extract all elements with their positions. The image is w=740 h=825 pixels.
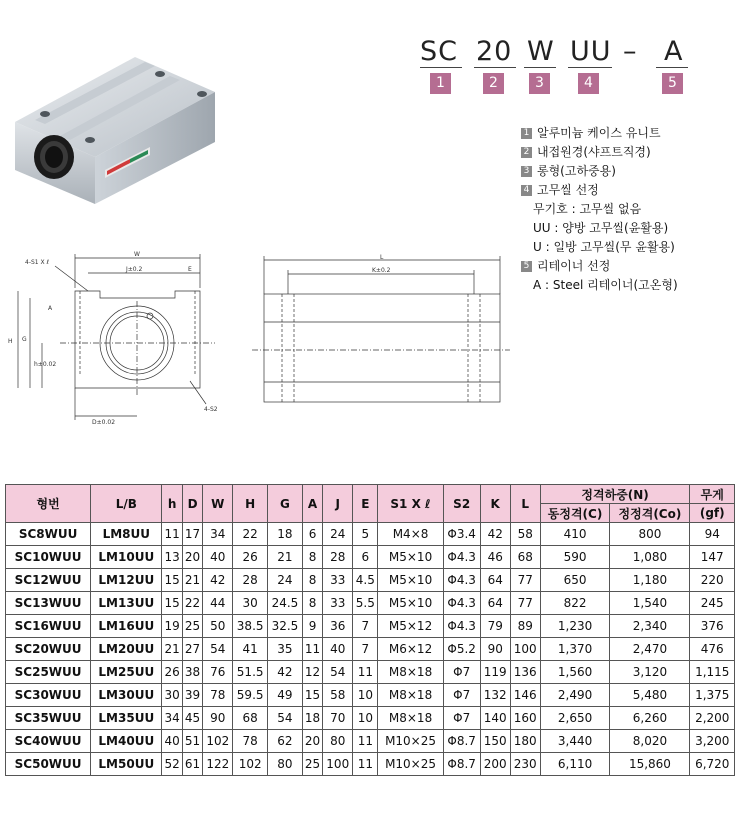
legend-text: A : Steel 리테이너(고온형) [533,278,678,292]
table-cell: 77 [510,569,540,592]
table-cell: 40 [323,638,353,661]
table-cell: M8×18 [378,661,443,684]
dim-j: J±0.2 [126,266,143,273]
table-cell: M5×10 [378,569,443,592]
table-cell: 54 [268,707,303,730]
col-dynamic-load: 동정격(C) [540,504,610,523]
table-cell: 100 [323,753,353,776]
legend-number: 2 [521,147,532,158]
table-cell: 38 [182,661,202,684]
table-row [6,592,735,615]
table-cell: 2,340 [610,615,690,638]
table-cell: 26 [233,546,268,569]
table-cell: 30 [233,592,268,615]
table-cell: 11 [162,523,182,546]
table-cell: 6,110 [540,753,610,776]
table-cell: SC8WUU [6,523,91,546]
table-cell: LM13UU [91,592,162,615]
table-cell: 78 [203,684,233,707]
table-cell: SC20WUU [6,638,91,661]
table-cell: 200 [480,753,510,776]
table-cell: 147 [690,546,735,569]
dim-g: G [22,336,27,343]
legend-item [521,181,678,200]
table-cell: 80 [323,730,353,753]
table-cell: Φ4.3 [443,615,480,638]
table-cell: 102 [203,730,233,753]
table-cell: 11 [353,661,378,684]
table-cell: 5,480 [610,684,690,707]
table-cell: LM20UU [91,638,162,661]
code-underline [524,67,556,68]
dim-e: E [188,266,192,273]
table-cell: 7 [353,638,378,661]
front-view-drawing [0,246,240,436]
table-cell: 8 [302,569,322,592]
table-cell: 54 [323,661,353,684]
table-cell: 3,120 [610,661,690,684]
table-cell: 1,375 [690,684,735,707]
legend-text: 고무씰 선정 [537,183,599,197]
table-cell: LM8UU [91,523,162,546]
table-cell: 1,080 [610,546,690,569]
table-row [6,523,735,546]
table-cell: 51.5 [233,661,268,684]
dim-k: K±0.2 [372,267,391,274]
code-box-4: 4 [578,73,599,94]
table-cell: 24 [323,523,353,546]
table-cell: 800 [610,523,690,546]
code-box-1: 1 [430,73,451,94]
table-cell: 49 [268,684,303,707]
table-row [6,638,735,661]
spec-table [5,484,735,776]
table-cell: 24.5 [268,592,303,615]
legend-item [521,257,678,276]
table-cell: 230 [510,753,540,776]
legend-subitem [521,238,678,257]
code-series: SC [420,36,458,67]
table-cell: 64 [480,569,510,592]
legend-text: 내접원경(샤프트직경) [537,145,651,159]
product-photo [10,52,220,207]
table-cell: LM12UU [91,569,162,592]
table-cell: 38.5 [233,615,268,638]
col-lb: L/B [91,485,162,523]
col-weight-unit: (gf) [690,504,735,523]
table-cell: Φ7 [443,661,480,684]
table-cell: 1,370 [540,638,610,661]
table-cell: 12 [302,661,322,684]
dim-d: D±0.02 [92,419,116,426]
table-body [6,523,735,776]
legend-number: 1 [521,128,532,139]
table-cell: 6,260 [610,707,690,730]
legend-item [521,124,678,143]
legend-number: 3 [521,166,532,177]
dim-s1: 4-S1 X ℓ [25,259,50,266]
table-cell: 45 [182,707,202,730]
dim-h: H [8,338,13,345]
table-cell: 61 [182,753,202,776]
table-cell: 42 [480,523,510,546]
legend-text: U : 일방 고무씰(무 윤활용) [533,240,675,254]
table-cell: SC13WUU [6,592,91,615]
code-underline [568,67,612,68]
table-cell: 35 [268,638,303,661]
table-cell: 132 [480,684,510,707]
table-cell: 8,020 [610,730,690,753]
table-cell: 822 [540,592,610,615]
table-cell: 39 [182,684,202,707]
col-static-load: 정정격(Co) [610,504,690,523]
table-cell: 8 [302,546,322,569]
table-cell: 15 [162,592,182,615]
table-cell: 1,230 [540,615,610,638]
table-cell: 2,650 [540,707,610,730]
table-cell: 245 [690,592,735,615]
legend-subitem [521,200,678,219]
table-row [6,546,735,569]
table-cell: 58 [510,523,540,546]
table-cell: 650 [540,569,610,592]
table-cell: 40 [162,730,182,753]
legend-text: UU : 양방 고무씰(윤활용) [533,221,669,235]
table-cell: 15 [162,569,182,592]
table-cell: 50 [203,615,233,638]
table-cell: 376 [690,615,735,638]
table-cell: 25 [182,615,202,638]
table-cell: 119 [480,661,510,684]
table-cell: LM10UU [91,546,162,569]
code-box-5: 5 [662,73,683,94]
table-cell: 18 [302,707,322,730]
table-header-row [6,485,735,504]
table-cell: 6 [353,546,378,569]
table-cell: 89 [510,615,540,638]
table-row [6,753,735,776]
table-cell: 22 [233,523,268,546]
table-cell: 2,200 [690,707,735,730]
table-cell: 160 [510,707,540,730]
table-cell: 52 [162,753,182,776]
table-cell: 77 [510,592,540,615]
legend-text: 알루미늄 케이스 유니트 [537,126,661,140]
table-row [6,661,735,684]
table-cell: LM35UU [91,707,162,730]
table-cell: 34 [203,523,233,546]
table-cell: 21 [182,569,202,592]
col-weight: 무게 [690,485,735,504]
col-k: K [480,485,510,523]
table-cell: Φ4.3 [443,569,480,592]
table-cell: 25 [302,753,322,776]
legend-subitem [521,276,678,295]
code-dash: – [623,36,638,67]
table-cell: 20 [182,546,202,569]
table-cell: SC16WUU [6,615,91,638]
table-cell: 94 [690,523,735,546]
code-underline [474,67,516,68]
table-cell: 64 [480,592,510,615]
table-row [6,569,735,592]
table-cell: LM25UU [91,661,162,684]
table-cell: M5×10 [378,592,443,615]
table-cell: 13 [162,546,182,569]
table-cell: Φ7 [443,684,480,707]
legend-number: 5 [521,261,532,272]
table-cell: 10 [353,684,378,707]
table-cell: 122 [203,753,233,776]
table-cell: Φ3.4 [443,523,480,546]
table-cell: 79 [480,615,510,638]
col-g: G [268,485,303,523]
code-box-3: 3 [529,73,550,94]
table-cell: 7 [353,615,378,638]
table-cell: Φ5.2 [443,638,480,661]
table-cell: 22 [182,592,202,615]
table-cell: 220 [690,569,735,592]
code-underline [656,67,688,68]
table-cell: 3,200 [690,730,735,753]
table-cell: 11 [353,730,378,753]
table-cell: 68 [233,707,268,730]
table-cell: M8×18 [378,684,443,707]
code-type: W [527,36,555,67]
table-cell: 9 [302,615,322,638]
legend-text: 롱형(고하중용) [537,164,616,178]
table-cell: 59.5 [233,684,268,707]
table-row [6,730,735,753]
col-w: W [203,485,233,523]
table-row [6,707,735,730]
table-cell: 180 [510,730,540,753]
col-load-rating: 정격하중(N) [540,485,690,504]
code-seal: UU [570,36,612,67]
col-s1: S1 X ℓ [378,485,443,523]
table-cell: 30 [162,684,182,707]
table-cell: SC40WUU [6,730,91,753]
col-h: H [233,485,268,523]
table-cell: 32.5 [268,615,303,638]
table-cell: 20 [302,730,322,753]
legend-subitem [521,219,678,238]
table-cell: 33 [323,592,353,615]
table-cell: 42 [203,569,233,592]
table-cell: LM16UU [91,615,162,638]
code-retainer: A [664,36,684,67]
col-l: L [510,485,540,523]
table-cell: 80 [268,753,303,776]
table-cell: 100 [510,638,540,661]
table-cell: 10 [353,707,378,730]
code-box-2: 2 [483,73,504,94]
table-cell: 590 [540,546,610,569]
table-cell: 136 [510,661,540,684]
col-a: A [302,485,322,523]
table-cell: 102 [233,753,268,776]
table-cell: 21 [162,638,182,661]
table-cell: M5×10 [378,546,443,569]
table-cell: 1,180 [610,569,690,592]
table-cell: LM50UU [91,753,162,776]
col-j: J [323,485,353,523]
dim-l: L [380,254,384,261]
table-cell: 1,115 [690,661,735,684]
table-cell: 1,560 [540,661,610,684]
table-cell: Φ4.3 [443,546,480,569]
table-cell: 2,470 [610,638,690,661]
table-cell: M6×12 [378,638,443,661]
dim-a: A [48,305,53,312]
table-cell: 36 [323,615,353,638]
table-cell: 62 [268,730,303,753]
table-cell: 146 [510,684,540,707]
table-cell: SC12WUU [6,569,91,592]
table-cell: 42 [268,661,303,684]
table-cell: LM40UU [91,730,162,753]
table-row [6,684,735,707]
col-model: 형번 [6,485,91,523]
table-cell: 51 [182,730,202,753]
table-cell: 44 [203,592,233,615]
dim-w: W [134,251,140,258]
table-cell: SC10WUU [6,546,91,569]
side-view-drawing [252,252,512,412]
table-cell: 40 [203,546,233,569]
table-cell: M4×8 [378,523,443,546]
legend-item [521,143,678,162]
table-row [6,615,735,638]
table-cell: 17 [182,523,202,546]
table-cell: M10×25 [378,730,443,753]
table-cell: 410 [540,523,610,546]
table-cell: 140 [480,707,510,730]
table-cell: 18 [268,523,303,546]
table-cell: Φ4.3 [443,592,480,615]
table-cell: 11 [302,638,322,661]
table-cell: 90 [480,638,510,661]
table-cell: 6 [302,523,322,546]
table-cell: SC50WUU [6,753,91,776]
table-cell: 26 [162,661,182,684]
table-cell: SC35WUU [6,707,91,730]
table-cell: 15 [302,684,322,707]
table-cell: Φ7 [443,707,480,730]
legend-text: 무기호 : 고무씰 없음 [533,202,642,216]
table-cell: SC30WUU [6,684,91,707]
table-cell: 54 [203,638,233,661]
table-cell: 19 [162,615,182,638]
legend-text: 리테이너 선정 [537,259,611,273]
table-cell: 2,490 [540,684,610,707]
table-cell: Φ8.7 [443,730,480,753]
table-cell: 24 [268,569,303,592]
table-cell: 4.5 [353,569,378,592]
table-cell: 21 [268,546,303,569]
dim-h-small: h±0.02 [34,361,57,368]
table-cell: 90 [203,707,233,730]
table-cell: 70 [323,707,353,730]
table-cell: Φ8.7 [443,753,480,776]
table-cell: 58 [323,684,353,707]
table-cell: M5×12 [378,615,443,638]
legend-item [521,162,678,181]
col-e: E [353,485,378,523]
table-cell: 11 [353,753,378,776]
legend-number: 4 [521,185,532,196]
table-cell: 150 [480,730,510,753]
table-cell: LM30UU [91,684,162,707]
table-cell: M8×18 [378,707,443,730]
table-cell: 3,440 [540,730,610,753]
table-cell: 28 [233,569,268,592]
table-cell: 1,540 [610,592,690,615]
table-cell: 33 [323,569,353,592]
code-legend [521,124,678,295]
table-cell: SC25WUU [6,661,91,684]
code-underline [420,67,462,68]
table-cell: 46 [480,546,510,569]
code-bore: 20 [476,36,513,67]
table-cell: 27 [182,638,202,661]
col-h-small: h [162,485,182,523]
table-cell: 41 [233,638,268,661]
col-d: D [182,485,202,523]
table-cell: 8 [302,592,322,615]
table-cell: 6,720 [690,753,735,776]
table-cell: 68 [510,546,540,569]
table-cell: 15,860 [610,753,690,776]
table-cell: 78 [233,730,268,753]
table-cell: 76 [203,661,233,684]
table-cell: 34 [162,707,182,730]
table-cell: 28 [323,546,353,569]
dim-s2: 4-S2 [204,406,218,413]
table-cell: 5.5 [353,592,378,615]
table-cell: 5 [353,523,378,546]
table-cell: 476 [690,638,735,661]
table-cell: M10×25 [378,753,443,776]
col-s2: S2 [443,485,480,523]
